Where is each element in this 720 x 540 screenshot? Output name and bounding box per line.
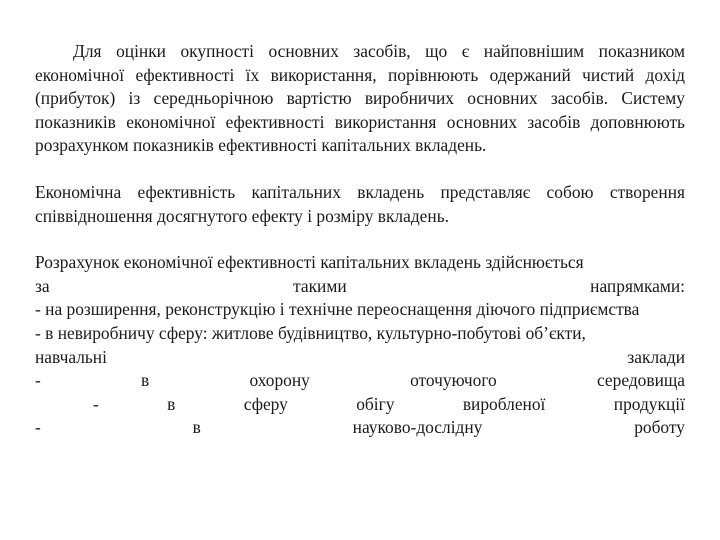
direction-item-research	[35, 416, 685, 440]
word: -	[35, 370, 41, 391]
word: обігу	[356, 393, 395, 414]
direction-item-environment	[35, 369, 685, 393]
word: в	[167, 393, 176, 414]
word: такими	[293, 275, 347, 296]
word: в	[141, 370, 150, 391]
word: сферу	[243, 393, 288, 414]
spacer	[35, 228, 685, 251]
word: продукції	[613, 393, 685, 414]
direction-item-circulation	[35, 393, 685, 417]
word: виробленої	[462, 393, 546, 414]
paragraph-payback: Для оцінки окупності основних засобів, що є найповнішим показником економічної ефективності їх використання, порівнюють одержаний чистий дохід (прибуток) із середньорічною вартістю виробничих основних засобів. Систему показників економічної ефективності використання основних засобів доповнюють розрахунком показників ефективності капітальних вкладень.	[35, 41, 685, 156]
word: -	[35, 417, 41, 438]
document-page	[35, 40, 685, 440]
word: роботу	[634, 417, 685, 438]
direction-item-nonproduction: - в невиробничу сферу: житлове будівництво, культурно-побутові об’єкти,	[35, 322, 586, 343]
word: науково-дослідну	[352, 417, 483, 438]
word: в	[192, 417, 201, 438]
spacer	[35, 158, 685, 181]
word: -	[93, 393, 99, 414]
word: середовища	[596, 370, 685, 391]
word: за	[35, 275, 50, 296]
word: навчальні	[35, 346, 107, 367]
word: напрямками:	[590, 275, 685, 296]
paragraph-directions	[35, 251, 685, 440]
direction-item-nonproduction-cont	[35, 346, 685, 370]
word: заклади	[627, 346, 685, 367]
direction-item-expansion: - на розширення, реконструкцію і технічне переоснащення діючого підприємства	[35, 299, 640, 320]
paragraph-definition: Економічна ефективність капітальних вкладень представляє собою створення співвідношення досягнутого ефекту і розміру вкладень.	[35, 181, 685, 226]
word: оточуючого	[410, 370, 497, 391]
directions-intro: Розрахунок економічної ефективності капітальних вкладень здійснюється	[35, 252, 584, 273]
directions-intro-tail	[35, 275, 685, 299]
word: охорону	[249, 370, 310, 391]
